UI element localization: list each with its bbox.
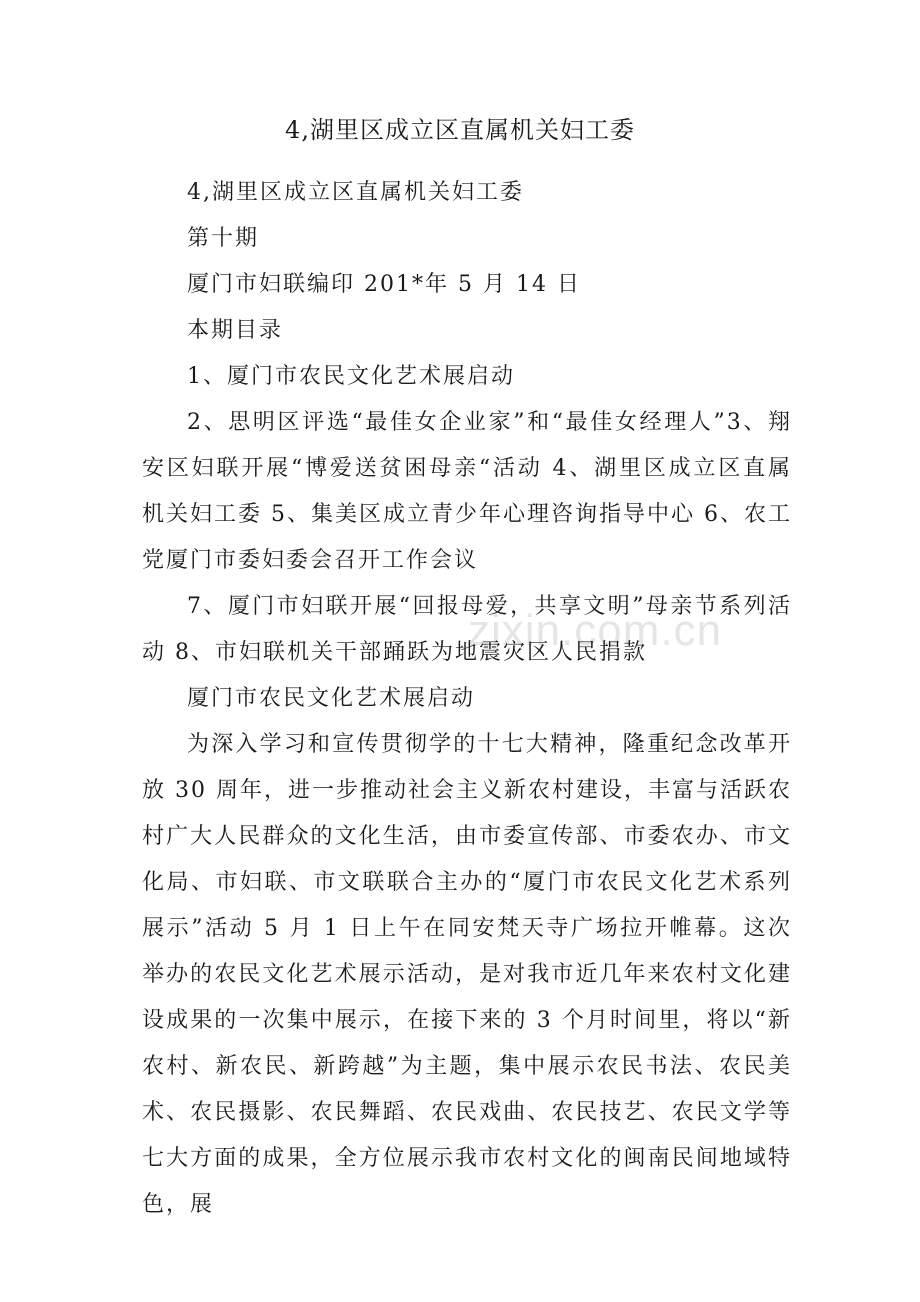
paragraph-heading: 4,湖里区成立区直属机关妇工委	[187, 180, 524, 205]
paragraph-section-heading: 厦门市农民文化艺术展启动	[187, 686, 476, 711]
paragraph-body-text: 为深入学习和宣传贯彻学的十七大精神，隆重纪念改革开放 30 周年，进一步推动社会主义新农村建设，丰富与活跃农村广大人民群众的文化生活，由市委宣传部、市委农办、市文化局、市妇联、市文联联合主办的“厦门市农民文化艺术系列展示”活动 5 月 1 日上午在同安梵天寺广场拉开帷幕。这次举办的农民文化艺术展示活动，是对我市近几年来农村文化建设成果的一次集中展示，在接下来的 3 个月时间里，将以“新农村、新农民、新跨越”为主题，集中展示农民书法、农民美术、农民摄影、农民舞蹈、农民戏曲、农民技艺、农民文学等七大方面的成果，全方位展示我市农村文化的闽南民间地域特色，展	[142, 732, 792, 1217]
document-body	[142, 170, 792, 1228]
paragraph-publisher-date: 厦门市妇联编印 201*年 5 月 14 日	[187, 272, 581, 297]
watermark: zixin.com.cn	[468, 606, 723, 655]
paragraph-toc-item-1: 1、厦门市农民文化艺术展启动	[187, 364, 515, 389]
paragraph-toc-items-2-6: 2、思明区评选“最佳女企业家”和“最佳女经理人”3、翔安区妇联开展“博爱送贫困母亲“活动 4、湖里区成立区直属机关妇工委 5、集美区成立青少年心理咨询指导中心 6、农工党厦门市委妇委会召开工作会议	[142, 410, 792, 573]
document-title: 4,湖里区成立区直属机关妇工委	[285, 116, 635, 144]
paragraph-toc-heading: 本期目录	[187, 318, 284, 343]
paragraph-toc-items-7-8: 7、厦门市妇联开展“回报母爱，共享文明”母亲节系列活动 8、市妇联机关干部踊跃为地震灾区人民捐款	[142, 594, 792, 665]
paragraph-issue: 第十期	[187, 226, 260, 251]
